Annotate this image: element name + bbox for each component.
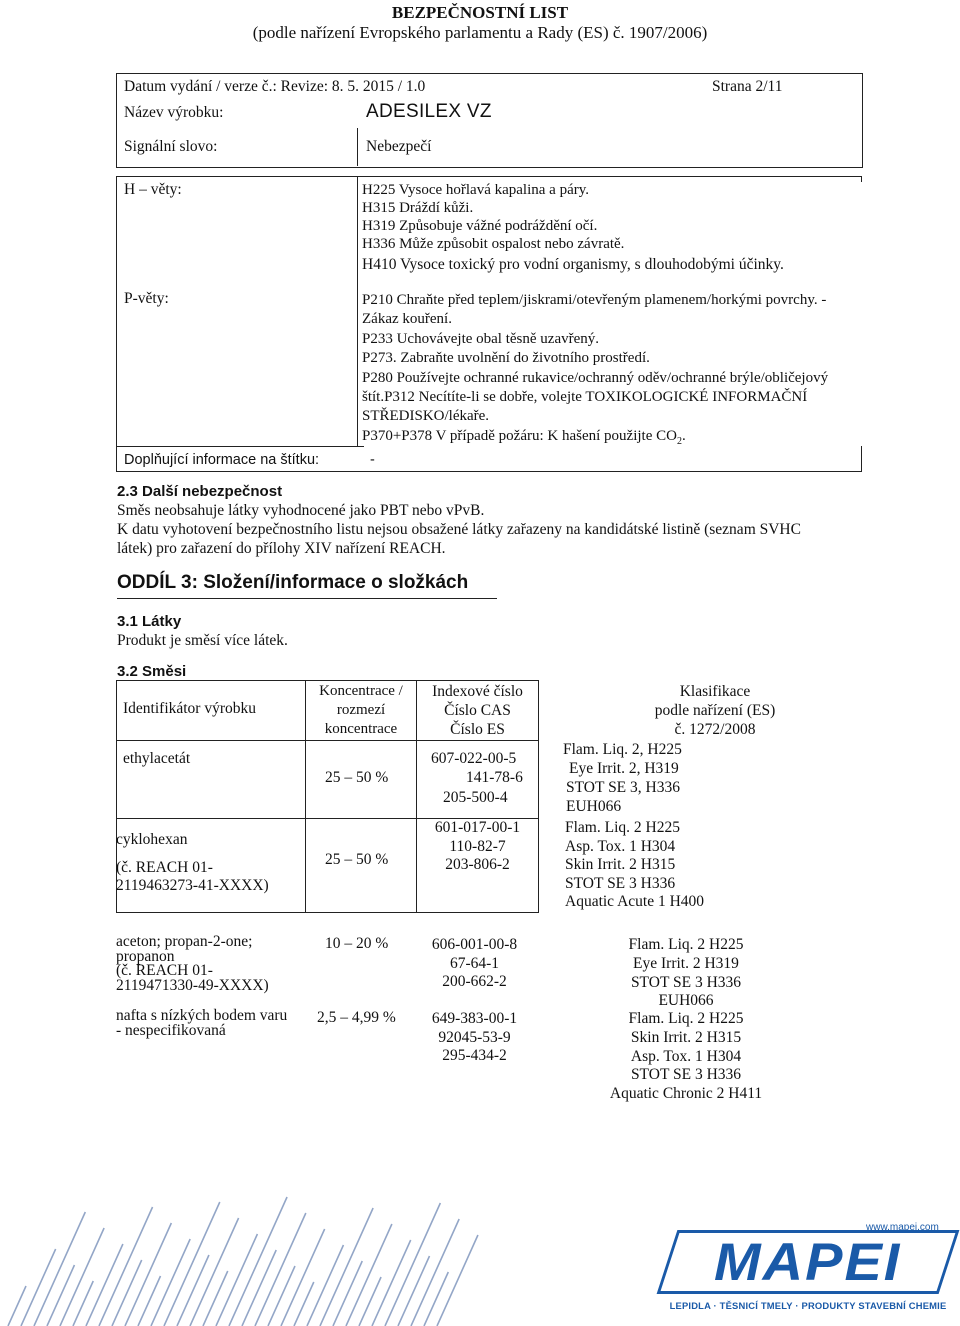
row3-ec: 200-662-2 bbox=[442, 973, 507, 990]
classification-item: Skin Irrit. 2 H315 bbox=[565, 856, 676, 873]
row1-index: 607-022-00-5 bbox=[431, 750, 517, 767]
name-line: 2119463273-41-XXXX) bbox=[116, 877, 269, 894]
table-divider-3 bbox=[538, 680, 539, 913]
row3-name bbox=[116, 935, 269, 993]
p-statement: P280 Používejte ochranné rukavice/ochranný oděv/ochranné brýle/obličejový bbox=[362, 369, 829, 386]
issue-date: Datum vydání / verze č.: Revize: 8. 5. 2015 / 1.0 bbox=[124, 78, 426, 95]
section-2-3-line1: Směs neobsahuje látky vyhodnocené jako PBT nebo vPvB. bbox=[117, 502, 485, 519]
stripe-line bbox=[125, 1223, 171, 1326]
table-header-rule bbox=[116, 740, 538, 741]
header-index bbox=[417, 682, 538, 739]
h-statement: H410 Vysoce toxický pro vodní organismy, s dlouhodobými účinky. bbox=[362, 256, 784, 273]
mapei-logo-text: MAPEI bbox=[714, 1231, 902, 1292]
section-2-3-line3: látek) pro zařazení do přílohy XIV nařízení REACH. bbox=[117, 540, 446, 557]
row4-name bbox=[116, 1008, 287, 1038]
header-line: Číslo CAS bbox=[444, 702, 511, 719]
supplementary-value: - bbox=[370, 452, 375, 468]
stripe-line bbox=[138, 1276, 161, 1326]
stripe-line bbox=[203, 1271, 228, 1326]
section-3-2-title: 3.2 Směsi bbox=[117, 663, 187, 680]
stripe-line bbox=[424, 1272, 448, 1326]
header-line: Indexové číslo bbox=[432, 683, 523, 700]
p-statement: P210 Chraňte před teplem/jiskrami/otevřeným plamenem/horkými povrchy. - bbox=[362, 292, 827, 308]
row1-concentration: 25 – 50 % bbox=[325, 769, 389, 786]
stripe-line bbox=[411, 1219, 459, 1326]
row2-identifiers bbox=[417, 819, 538, 875]
classification-item: STOT SE 3 H336 bbox=[630, 1066, 742, 1084]
name-line: propanon bbox=[116, 947, 175, 965]
row2-name bbox=[116, 831, 269, 895]
page-number: Strana 2/11 bbox=[712, 78, 783, 95]
classification-item: Flam. Liq. 2 H225 bbox=[565, 819, 680, 836]
h-statement: H315 Dráždí kůži. bbox=[362, 200, 474, 216]
h-statement: H336 Může způsobit ospalost nebo závratě. bbox=[362, 236, 625, 252]
classification-item: STOT SE 3 H336 bbox=[630, 973, 742, 991]
name-line: (č. REACH 01- bbox=[116, 859, 213, 876]
hazard-box-left bbox=[116, 176, 117, 471]
stripe-line bbox=[437, 1235, 478, 1326]
row1-cas: 141-78-6 bbox=[466, 769, 523, 786]
supplementary-rule bbox=[116, 446, 364, 447]
p-statements bbox=[362, 291, 857, 451]
stripe-lines bbox=[8, 1197, 478, 1326]
stripe-line bbox=[242, 1250, 276, 1326]
row1-name: ethylacetát bbox=[123, 750, 191, 767]
p-statement: P233 Uchovávejte obal těsně uzavřený. bbox=[362, 330, 600, 347]
row2-index: 601-017-00-1 bbox=[434, 819, 521, 836]
info-box-divider bbox=[357, 128, 358, 166]
header-line: Číslo ES bbox=[450, 721, 505, 738]
table-top-border bbox=[116, 680, 538, 681]
classification-item: Flam. Liq. 2 H225 bbox=[628, 936, 744, 953]
product-name: ADESILEX VZ bbox=[366, 101, 492, 122]
stripe-line bbox=[34, 1212, 85, 1326]
name-line: - nespecifikovaná bbox=[116, 1022, 226, 1039]
supplementary-label: Doplňující informace na štítku: bbox=[124, 452, 320, 468]
hazard-box-divider bbox=[357, 176, 358, 446]
classification-item: Aquatic Chronic 2 H411 bbox=[609, 1085, 763, 1103]
stripe-line bbox=[216, 1234, 257, 1326]
mapei-logo bbox=[657, 1230, 960, 1294]
header-concentration bbox=[306, 682, 416, 739]
row2-ec: 203-806-2 bbox=[445, 856, 510, 873]
row2-concentration: 25 – 50 % bbox=[325, 851, 389, 868]
stripe-line bbox=[333, 1261, 362, 1326]
hazard-box-bottom bbox=[116, 471, 861, 472]
p-statement: P273. Zabraňte uvolnění do životního prostředí. bbox=[362, 350, 650, 367]
header-line: rozmezí bbox=[336, 702, 386, 718]
section-2-3-title: 2.3 Další nebezpečnost bbox=[117, 483, 283, 500]
row4-classification bbox=[571, 1010, 801, 1104]
stripe-line bbox=[190, 1218, 239, 1326]
classification-item: STOT SE 3 H336 bbox=[565, 874, 676, 892]
classification-item: EUH066 bbox=[566, 798, 622, 815]
row3-cas: 67-64-1 bbox=[449, 954, 500, 972]
header-line: č. 1272/2008 bbox=[674, 721, 756, 738]
stripe-line bbox=[281, 1229, 325, 1326]
header-identifier: Identifikátor výrobku bbox=[123, 700, 257, 717]
row1-ec: 205-500-4 bbox=[443, 789, 508, 806]
header-classification bbox=[600, 682, 830, 739]
classification-item: Eye Irrit. 2, H319 bbox=[569, 760, 679, 777]
stripe-line bbox=[229, 1197, 287, 1326]
hazard-box-right-lower bbox=[861, 446, 862, 472]
stripe-line bbox=[112, 1260, 142, 1326]
p-statement: štít.P312 Necítíte-li se dobře, volejte TOXIKOLOGICKÉ INFORMAČNÍ bbox=[362, 389, 808, 406]
name-line: nafta s nízkých bodem varu bbox=[116, 1007, 288, 1024]
section-2-3-line2: K datu vyhotovení bezpečnostního listu nejsou obsažené látky zařazeny na kandidátské listině (seznam SVHC bbox=[117, 521, 801, 538]
signal-word-value: Nebezpečí bbox=[366, 138, 432, 155]
name-line: 2119471330-49-XXXX) bbox=[116, 976, 269, 994]
row2-classification bbox=[565, 819, 704, 912]
stripe-line bbox=[255, 1213, 306, 1326]
p-statements-label: P-věty: bbox=[124, 290, 169, 307]
name-line: (č. REACH 01- bbox=[116, 962, 213, 979]
stripe-line bbox=[268, 1266, 295, 1326]
section-3-1-title: 3.1 Látky bbox=[117, 613, 182, 630]
table-bottom-rule bbox=[116, 912, 538, 913]
p-statement-end: . bbox=[681, 427, 686, 444]
stripe-line bbox=[398, 1256, 430, 1326]
section-3-1-text: Produkt je směsí více látek. bbox=[117, 632, 288, 649]
section-3-title: ODDÍL 3: Složení/informace o složkách bbox=[117, 572, 469, 593]
row4-index: 649-383-00-1 bbox=[431, 1010, 518, 1027]
classification-item: Asp. Tox. 1 H304 bbox=[565, 837, 676, 855]
stripe-line bbox=[47, 1265, 74, 1326]
stripe-line bbox=[99, 1207, 153, 1326]
name-line: aceton; propan-2-one; bbox=[116, 933, 253, 950]
classification-item: EUH066 bbox=[658, 992, 714, 1010]
footer-url: www.mapei.com bbox=[866, 1222, 939, 1233]
row3-index: 606-001-00-8 bbox=[431, 936, 518, 953]
h-statements bbox=[362, 181, 857, 274]
decorative-stripes bbox=[0, 1185, 490, 1326]
stripe-line bbox=[359, 1277, 381, 1326]
stripe-line bbox=[177, 1255, 209, 1326]
row4-identifiers bbox=[414, 1010, 535, 1066]
stripe-line bbox=[320, 1208, 373, 1326]
p-statement-last bbox=[362, 427, 857, 451]
classification-item: Flam. Liq. 2 H225 bbox=[628, 1010, 744, 1027]
classification-item: Asp. Tox. 1 H304 bbox=[630, 1047, 742, 1065]
stripe-line bbox=[346, 1224, 392, 1326]
document-subtitle: (podle nařízení Evropského parlamentu a Rady (ES) č. 1907/2006) bbox=[252, 23, 708, 42]
stripe-line bbox=[73, 1281, 93, 1326]
h-statement: H319 Způsobuje vážné podráždění očí. bbox=[362, 218, 598, 234]
classification-item: Flam. Liq. 2, H225 bbox=[563, 741, 682, 758]
row2-cas: 110-82-7 bbox=[449, 837, 506, 855]
row3-identifiers bbox=[414, 936, 535, 992]
row4-concentration: 2,5 – 4,99 % bbox=[317, 1009, 396, 1026]
classification-item: Aquatic Acute 1 H400 bbox=[565, 893, 705, 910]
signal-word-label: Signální slovo: bbox=[124, 138, 218, 155]
subscript: 2 bbox=[676, 435, 682, 447]
section-3-underline bbox=[117, 598, 497, 599]
classification-item: Eye Irrit. 2 H319 bbox=[633, 954, 739, 972]
header-line: Klasifikace bbox=[679, 683, 751, 700]
row3-classification bbox=[571, 936, 801, 1011]
stripe-line bbox=[60, 1228, 104, 1326]
footer-tagline: LEPIDLA · TĚSNICÍ TMELY · PRODUKTY STAVEBNÍ CHEMIE bbox=[669, 1300, 947, 1311]
row1-classification bbox=[563, 740, 682, 816]
classification-item: STOT SE 3, H336 bbox=[566, 779, 680, 796]
name-line: cyklohexan bbox=[116, 831, 188, 848]
product-name-label: Název výrobku: bbox=[124, 104, 224, 121]
document-title: BEZPEČNOSTNÍ LIST bbox=[391, 3, 569, 22]
header-line: koncentrace bbox=[324, 721, 398, 737]
hazard-box-top bbox=[116, 176, 861, 177]
hazard-box-right-tick bbox=[861, 176, 862, 182]
header-line: Koncentrace / bbox=[319, 683, 403, 699]
p-statement: Zákaz kouření. bbox=[362, 311, 452, 328]
row4-cas: 92045-53-9 bbox=[438, 1028, 511, 1046]
h-statements-label: H – věty: bbox=[124, 181, 182, 198]
classification-item: Skin Irrit. 2 H315 bbox=[630, 1028, 742, 1046]
h-statement: H225 Vysoce hořlavá kapalina a páry. bbox=[362, 182, 590, 198]
p-statement-text: P370+P378 V případě požáru: K hašení použijte CO bbox=[362, 427, 677, 444]
row4-ec: 295-434-2 bbox=[442, 1047, 507, 1064]
header-line: podle nařízení (ES) bbox=[654, 702, 776, 719]
p-statement: STŘEDISKO/lékaře. bbox=[362, 408, 490, 425]
row3-concentration: 10 – 20 % bbox=[325, 935, 389, 952]
